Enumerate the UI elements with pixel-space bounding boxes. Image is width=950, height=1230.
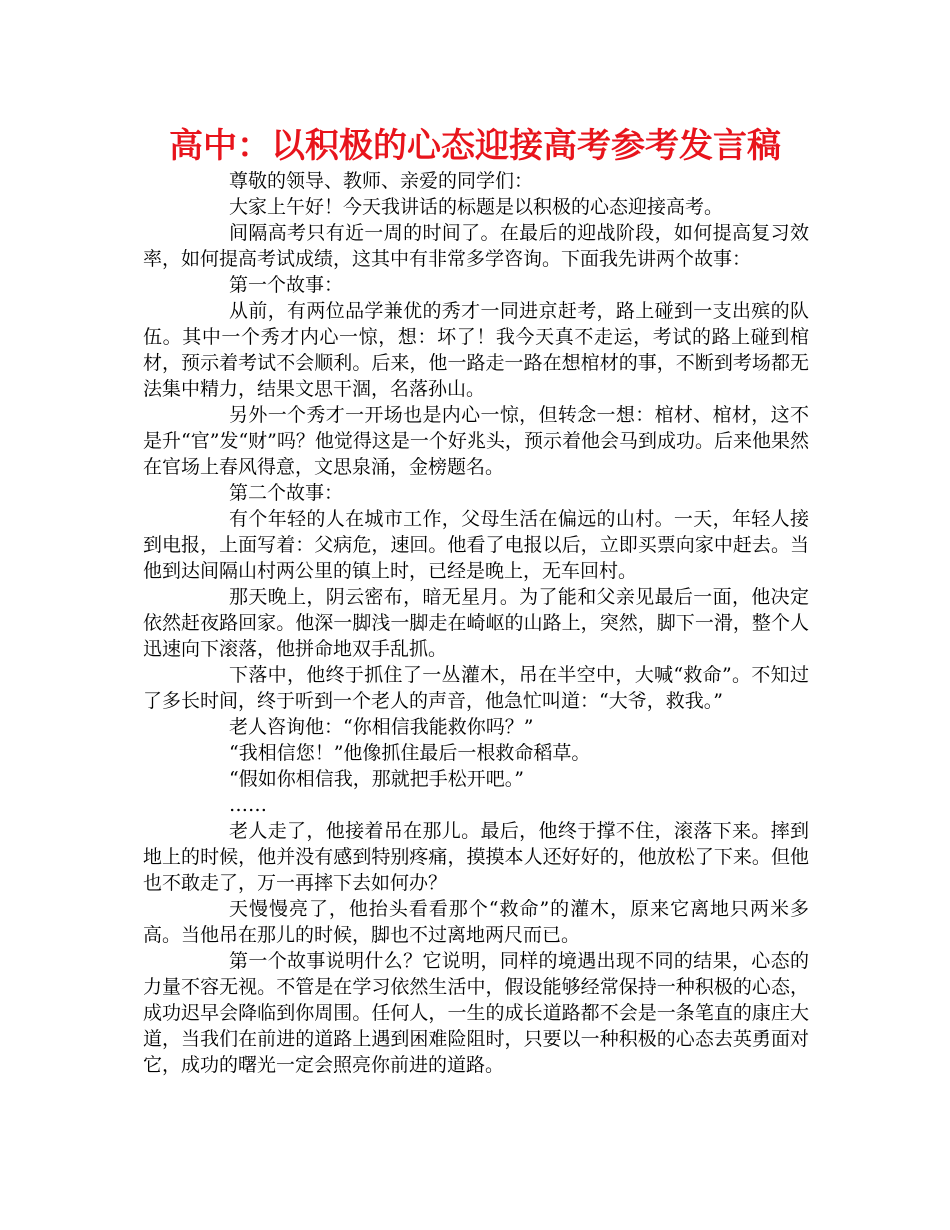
paragraph-story-two-part3: 下落中，他终于抓住了一丛灌木，吊在半空中，大喊“救命”。不知过了多长时间，终于听到一个老人的声音，他急忙叫道：“大爷，救我。” [143,664,809,712]
paragraph-dialogue-3: “假如你相信我，那就把手松开吧。” [229,768,524,790]
paragraph-ellipsis: …… [229,794,267,816]
paragraph-story-two-part5: 天慢慢亮了，他抬头看看那个“救命”的灌木，原来它离地只两米多高。当他吊在那儿的时候，脚也不过离地两尺而已。 [143,898,809,946]
paragraph-conclusion: 第一个故事说明什么？它说明，同样的境遇出现不同的结果，心态的力量不容无视。不管是在学习依然生活中，假设能够经常保持一种积极的心态，成功迟早会降临到你周围。任何人，一生的成长道路都不会是一条笔直的康庄大道，当我们在前进的道路上遇到困难险阻时，只要以一种积极的心态去英勇面对它，成功的曙光一定会照亮你前进的道路。 [143,950,809,1076]
paragraph-story-two-heading: 第二个故事： [229,482,344,504]
paragraph-story-one-part2: 另外一个秀才一开场也是内心一惊，但转念一想：棺材、棺材，这不是升“官”发“财”吗？他觉得这是一个好兆头，预示着他会马到成功。后来他果然在官场上春风得意，文思泉涌，金榜题名。 [143,404,809,478]
paragraph-story-two-part2: 那天晚上，阴云密布，暗无星月。为了能和父亲见最后一面，他决定依然赶夜路回家。他深一脚浅一脚走在崎岖的山路上，突然，脚下一滑，整个人迅速向下滚落，他拼命地双手乱抓。 [143,586,809,660]
paragraph-dialogue-2: “我相信您！”他像抓住最后一根救命稻草。 [229,742,591,764]
paragraph-story-one-heading: 第一个故事： [229,274,344,296]
document-body [143,168,809,1078]
paragraph-greeting: 大家上午好！今天我讲话的标题是以积极的心态迎接高考。 [229,196,724,218]
paragraph-dialogue-1: 老人咨询他：“你相信我能救你吗？” [229,716,534,738]
document-title: 高中：以积极的心态迎接高考参考发言稿 [169,126,781,166]
paragraph-salutation: 尊敬的领导、教师、亲爱的同学们： [229,170,534,192]
paragraph-story-two-part4: 老人走了，他接着吊在那儿。最后，他终于撑不住，滚落下来。摔到地上的时候，他并没有感到特别疼痛，摸摸本人还好好的，他放松了下来。但他也不敢走了，万一再摔下去如何办？ [143,820,809,894]
paragraph-story-two-part1: 有个年轻的人在城市工作，父母生活在偏远的山村。一天，年轻人接到电报，上面写着：父病危，速回。他看了电报以后，立即买票向家中赶去。当他到达间隔山村两公里的镇上时，已经是晚上，无车回村。 [143,508,809,582]
paragraph-story-one-part1: 从前，有两位品学兼优的秀才一同进京赶考，路上碰到一支出殡的队伍。其中一个秀才内心一惊，想：坏了！我今天真不走运，考试的路上碰到棺材，预示着考试不会顺利。后来，他一路走一路在想棺材的事，不断到考场都无法集中精力，结果文思干涸，名落孙山。 [143,300,809,400]
paragraph-intro: 间隔高考只有近一周的时间了。在最后的迎战阶段，如何提高复习效率，如何提高考试成绩，这其中有非常多学咨询。下面我先讲两个故事： [143,222,809,270]
